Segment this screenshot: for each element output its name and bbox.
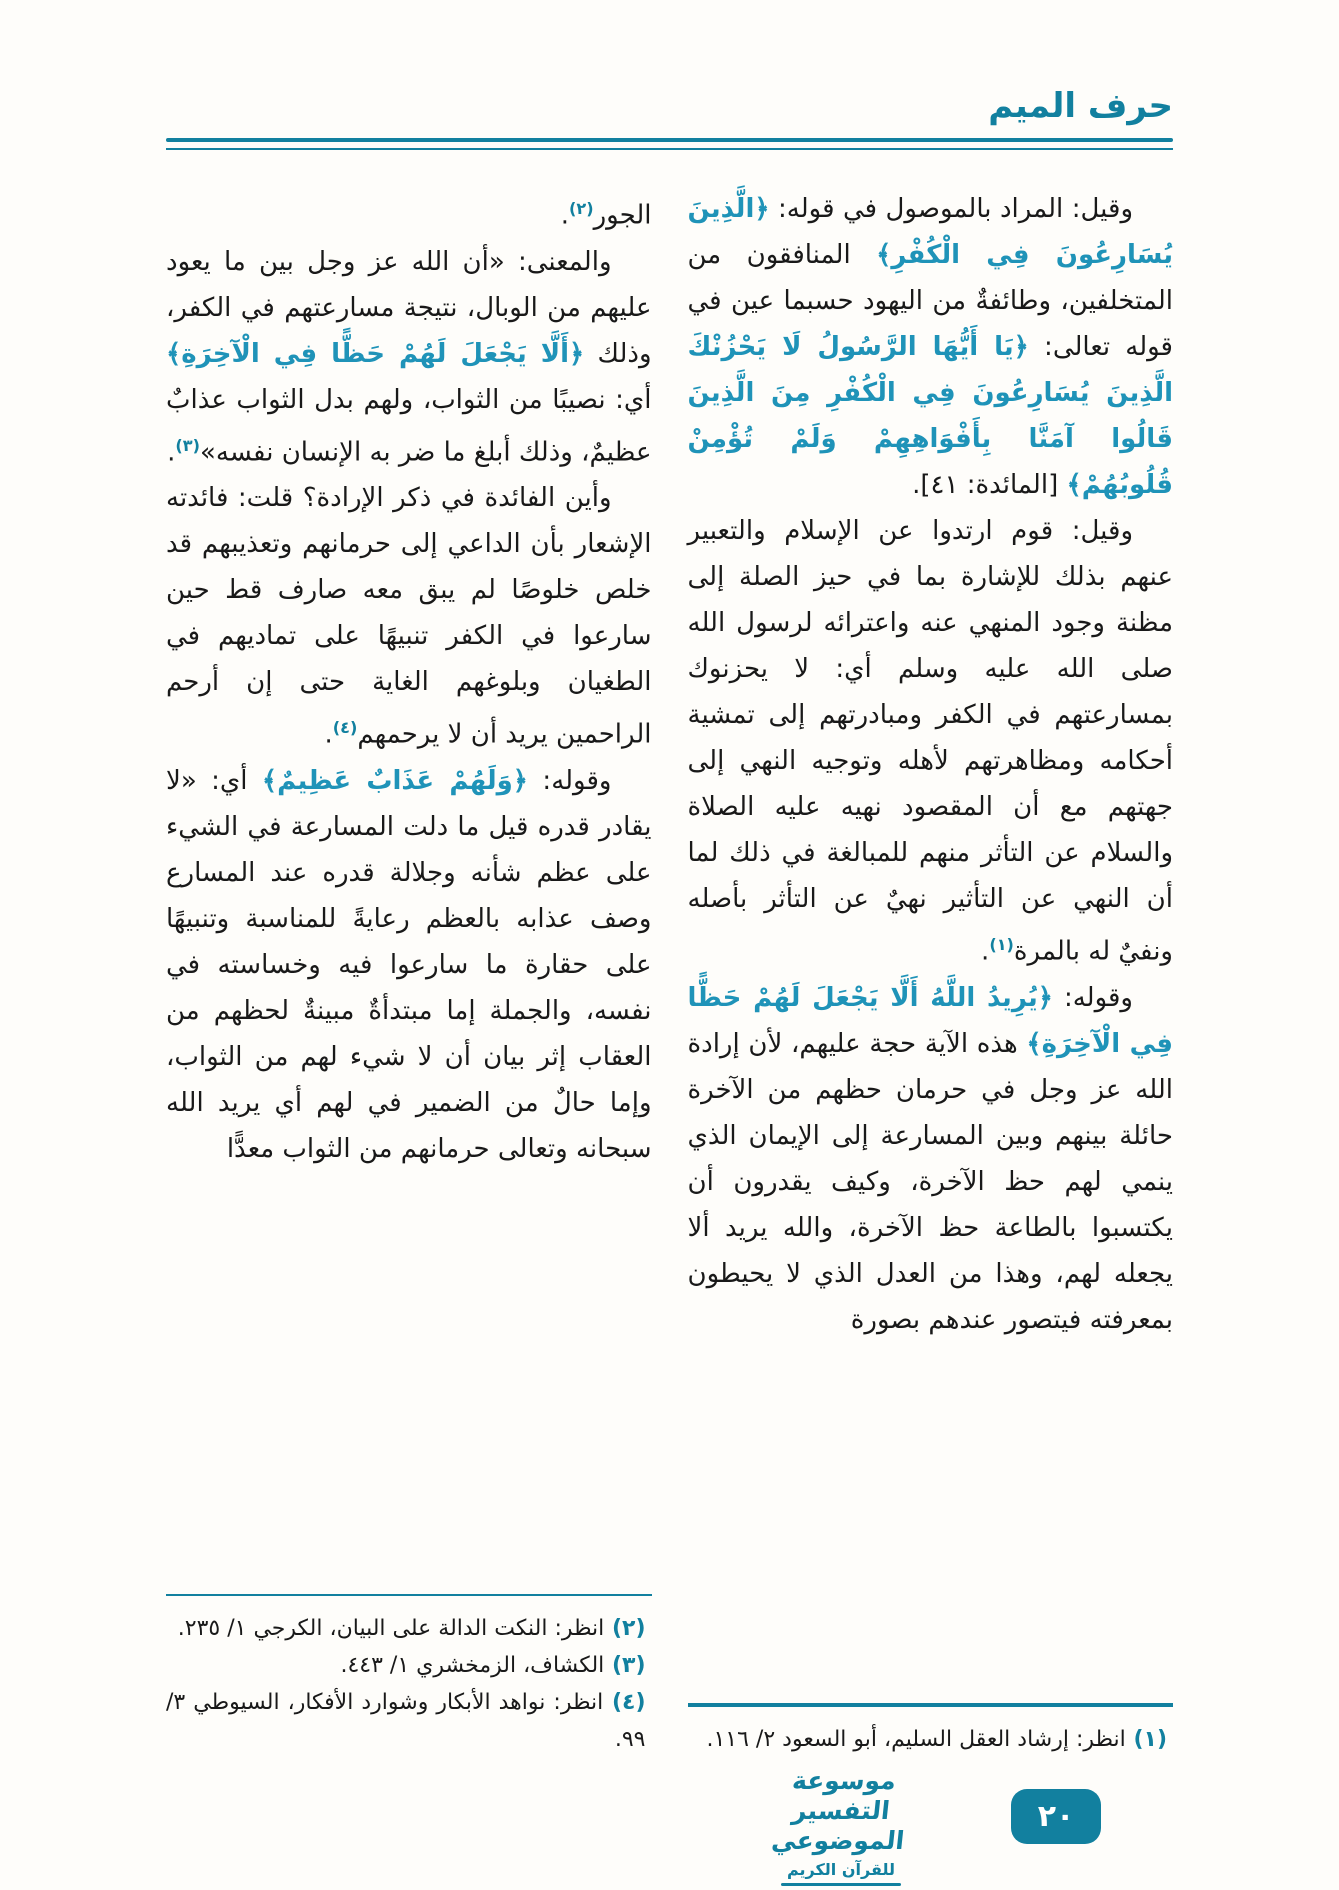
body-text: والمعنى: «أن الله عز وجل بين ما يعود عليهم من الوبال، نتيجة مسارعتهم في الكفر، وذلك [166, 246, 652, 369]
paragraph [166, 186, 652, 239]
publisher-calligraphy-logo [741, 1766, 941, 1886]
footnote-text: انظر: نواهد الأبكار وشوارد الأفكار، السيوطي ٣/ ٩٩. [166, 1690, 646, 1752]
body-text: وقيل: قوم ارتدوا عن الإسلام والتعبير عنهم بذلك للإشارة بما في حيز الصلة إلى مظنة وجود المنهي عنه واعترائه لرسول الله صلى الله عليه وسلم أي: لا يحزنوك بمسارعتهم في الكفر ومبادرتهم إلى تمشية أحكامه ومظاهرتهم لأهله وتوجيه النهي إلى جهتهم مع أن المقصود نهيه عليه الصلاة والسلام عن التأثر منهم للمبالغة في ذلك لما أن النهي عن التأثير نهيٌ عن التأثر بأصله ونفيٌ له بالمرة [687, 516, 1173, 967]
quran-verse: ﴿الَّذِينَ يُسَارِعُونَ فِي الْكُفْرِ﴾ [687, 194, 1173, 270]
footnote-marker: (١) [989, 935, 1014, 954]
footnote [688, 1721, 1174, 1758]
column-right-footnotes [688, 1695, 1174, 1758]
body-text: . [167, 437, 176, 468]
body-text: وقوله: [528, 765, 612, 796]
logo-flourish [781, 1883, 901, 1886]
quran-verse: ﴿يَا أَيُّهَا الرَّسُولُ لَا يَحْزُنْكَ الَّذِينَ يُسَارِعُونَ فِي الْكُفْرِ مِنَ الَّذِينَ قَالُوا آمَنَّا بِأَفْوَاهِهِمْ وَلَمْ تُؤْمِنْ قُلُوبُهُمْ﴾ [687, 332, 1173, 500]
column-left-footnotes [166, 1586, 652, 1758]
body-text: . [981, 936, 990, 967]
footnote-number: (٣) [604, 1653, 646, 1678]
body-text: . [560, 200, 569, 231]
footnote-text: انظر: النكت الدالة على البيان، الكرجي ١/ ٢٣٥. [177, 1616, 605, 1641]
text-columns [166, 186, 1173, 1758]
header-rule-thick [166, 138, 1173, 142]
body-text: هذه الآية حجة عليهم، لأن إرادة الله عز وجل في حرمان حظهم من الآخرة حائلة بينهم وبين المسارعة إلى الإيمان الذي ينمي لهم حظ الآخرة، وكيف يقدرون أن يكتسبوا بالطاعة حظ الآخرة، والله يريد ألا يجعله لهم، وهذا من العدل الذي لا يحيطون بمعرفته فيتصور عندهم بصورة [687, 1028, 1173, 1335]
footnote-marker: (٢) [568, 199, 594, 218]
footnote-number: (٤) [603, 1690, 646, 1715]
section-letter-heading: حرف الميم [988, 86, 1173, 126]
footnote [166, 1684, 652, 1758]
body-text: الجور [593, 200, 652, 231]
body-text: المنافقون من المتخلفين، وطائفةٌ من اليهود حسبما عين في قوله تعالى: [687, 240, 1173, 362]
paragraph [688, 508, 1174, 975]
header-rule-thin [166, 148, 1173, 150]
footnote-separator [688, 1703, 1174, 1707]
quran-verse: ﴿يُرِيدُ اللَّهُ أَلَّا يَجْعَلَ لَهُمْ حَظًّا فِي الْآخِرَةِ﴾ [687, 982, 1173, 1059]
logo-title: موسوعة التفسير الموضوعي [770, 1766, 906, 1855]
footnote-text: انظر: إرشاد العقل السليم، أبو السعود ٢/ ١١٦. [706, 1727, 1126, 1752]
quran-verse: ﴿وَلَهُمْ عَذَابٌ عَظِيمٌ﴾ [261, 765, 529, 796]
logo-subtitle: للقرآن الكريم [786, 1860, 896, 1879]
body-text: [المائدة: ٤١]. [912, 470, 1067, 500]
footnote [166, 1610, 652, 1647]
footnote-number: (٢) [604, 1616, 646, 1641]
paragraph [166, 758, 652, 1172]
footnote-separator [166, 1594, 652, 1596]
footnote-text: الكشاف، الزمخشري ١/ ٤٤٣. [340, 1653, 605, 1678]
body-text: . [324, 719, 333, 750]
page-number-badge [1011, 1789, 1101, 1844]
paragraph [688, 975, 1174, 1343]
column-right-body [688, 186, 1174, 1343]
column-right [688, 186, 1174, 1758]
body-text: أي: «لا يقادر قدره قيل ما دلت المسارعة في الشيء على عظم شأنه وجلالة قدره عند المسارع وصف عذابه بالعظم رعايةً للمناسبة وتنبيهًا على حقارة ما سارعوا فيه وخساسته في نفسه، والجملة إما مبتدأةٌ مبينةٌ لحظهم من العقاب إثر بيان أن لا شيء لهم من الثواب، وإما حالٌ من الضمير في لهم أي يريد الله سبحانه وتعالى حرمانهم من الثواب معدًّا [166, 765, 652, 1164]
footnote-number: (١) [1125, 1727, 1167, 1752]
footnote-marker: (٣) [175, 435, 201, 455]
paragraph [688, 186, 1174, 508]
footnote-list [688, 1721, 1174, 1758]
body-text: وأين الفائدة في ذكر الإرادة؟ قلت: فائدته الإشعار بأن الداعي إلى حرمانهم وتعذيبهم قد خلص خلوصًا لم يبق معه صارف قط حين سارعوا في الكفر تنبيهًا على تماديهم في الطغيان وبلوغهم الغاية حتى إن أرحم الراحمين يريد أن لا يرحمهم [166, 483, 652, 750]
body-text: وقيل: المراد بالموصول في قوله: [769, 194, 1133, 224]
header-rules [166, 138, 1173, 150]
paragraph [166, 239, 652, 476]
footnote-list [166, 1610, 652, 1758]
column-left [166, 186, 652, 1758]
footnote-marker: (٤) [332, 718, 358, 738]
footnote [166, 1647, 652, 1684]
body-text: أي: نصيبًا من الثواب، ولهم بدل الثواب عذابٌ عظيمٌ، وذلك أبلغ ما ضر به الإنسان نفسه» [166, 384, 652, 468]
quran-verse: ﴿أَلَّا يَجْعَلَ لَهُمْ حَظًّا فِي الْآخِرَةِ﴾ [166, 338, 585, 369]
column-left-body [166, 186, 652, 1172]
paragraph [166, 475, 652, 758]
body-text: وقوله: [1053, 982, 1133, 1013]
page-number: ٢٠ [1037, 1799, 1075, 1834]
page-header [166, 86, 1173, 150]
